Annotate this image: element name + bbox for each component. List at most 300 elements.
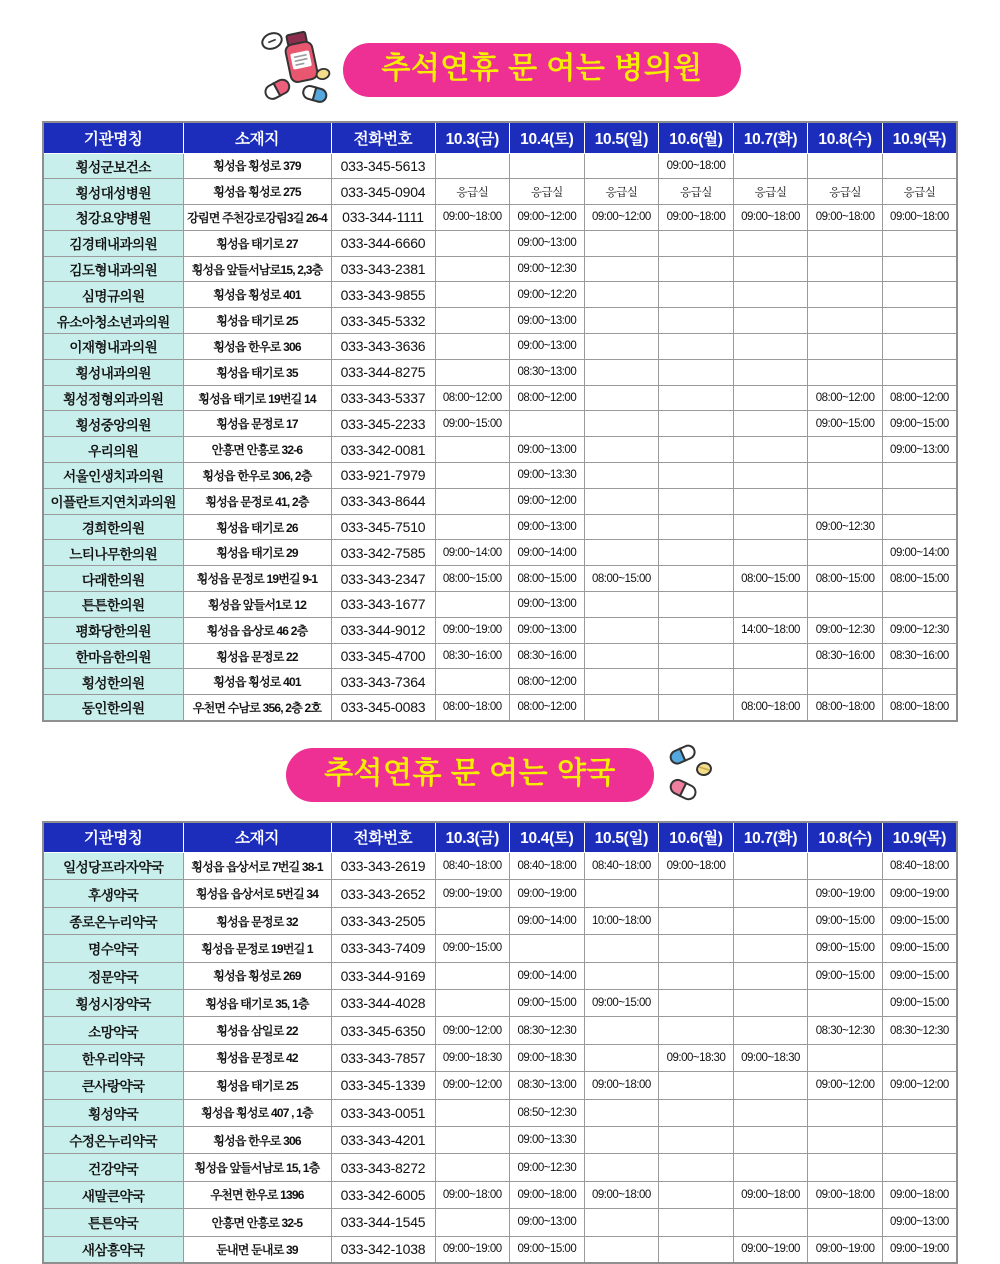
org-name-cell: 다래한의원 [43, 566, 183, 592]
hours-cell: 09:00~12:30 [510, 256, 585, 282]
hours-cell [584, 308, 659, 334]
hours-cell [659, 566, 734, 592]
hours-cell [733, 907, 808, 934]
phone-cell: 033-342-7585 [331, 540, 435, 566]
hours-cell: 09:00~14:00 [435, 540, 510, 566]
table-row [43, 592, 957, 618]
org-name-cell: 새말큰약국 [43, 1181, 183, 1208]
phone-cell: 033-345-5332 [331, 308, 435, 334]
hours-cell: 09:00~15:00 [510, 989, 585, 1016]
hours-cell: 08:00~15:00 [435, 566, 510, 592]
phone-cell: 033-342-1038 [331, 1236, 435, 1263]
hours-cell [584, 1044, 659, 1071]
address-cell: 안흥면 안흥로 32-6 [183, 437, 331, 463]
hours-cell [659, 256, 734, 282]
org-name-cell: 새삼흥약국 [43, 1236, 183, 1263]
hours-cell [584, 1209, 659, 1236]
org-name-cell: 한마음한의원 [43, 643, 183, 669]
hours-cell [435, 230, 510, 256]
hours-cell: 09:00~12:30 [808, 617, 883, 643]
hours-cell [808, 488, 883, 514]
hours-cell [659, 230, 734, 256]
hours-cell: 09:00~13:30 [510, 1126, 585, 1153]
phone-cell: 033-344-4028 [331, 989, 435, 1016]
hours-cell [733, 1072, 808, 1099]
table-row [43, 1126, 957, 1153]
hours-cell [659, 643, 734, 669]
hours-cell [435, 334, 510, 360]
hours-cell [510, 153, 585, 179]
hours-cell [659, 359, 734, 385]
org-name-cell: 이플란트지연치과의원 [43, 488, 183, 514]
hours-cell: 09:00~18:30 [435, 1044, 510, 1071]
pharmacy-banner-row [0, 742, 1000, 809]
hours-cell [808, 592, 883, 618]
hours-cell: 08:30~16:00 [435, 643, 510, 669]
hours-cell [659, 669, 734, 695]
address-cell: 횡성읍 읍상서로 5번길 34 [183, 880, 331, 907]
address-cell: 횡성읍 횡성로 407 , 1층 [183, 1099, 331, 1126]
hours-cell: 09:00~14:00 [510, 540, 585, 566]
hours-cell [435, 669, 510, 695]
hours-cell [882, 669, 957, 695]
address-cell: 횡성읍 태기로 35, 1층 [183, 989, 331, 1016]
org-name-cell: 횡성군보건소 [43, 153, 183, 179]
org-name-cell: 평화당한의원 [43, 617, 183, 643]
hours-cell: 09:00~19:00 [435, 617, 510, 643]
hours-cell: 09:00~12:30 [510, 1154, 585, 1181]
hours-cell: 09:00~14:00 [882, 540, 957, 566]
hours-cell [882, 230, 957, 256]
hours-cell: 09:00~12:00 [584, 205, 659, 231]
hours-cell: 09:00~12:20 [510, 282, 585, 308]
column-header: 기관명칭 [43, 822, 183, 853]
hours-cell: 09:00~18:30 [659, 1044, 734, 1071]
hours-cell: 08:00~12:00 [882, 385, 957, 411]
hours-cell: 09:00~18:00 [808, 205, 883, 231]
address-cell: 횡성읍 횡성로 275 [183, 179, 331, 205]
phone-cell: 033-343-7857 [331, 1044, 435, 1071]
hours-cell [733, 153, 808, 179]
phone-cell: 033-343-5337 [331, 385, 435, 411]
hours-cell: 09:00~13:00 [510, 334, 585, 360]
table-row [43, 643, 957, 669]
hours-cell [882, 1126, 957, 1153]
org-name-cell: 동인한의원 [43, 695, 183, 721]
hours-cell: 09:00~18:00 [659, 853, 734, 880]
hours-cell: 09:00~18:00 [659, 153, 734, 179]
table-row [43, 695, 957, 721]
hours-cell [435, 153, 510, 179]
hospital-title: 추석연휴 문 여는 병의원 [381, 51, 703, 85]
org-name-cell: 김경태내과의원 [43, 230, 183, 256]
hours-cell [733, 385, 808, 411]
column-header: 소재지 [183, 822, 331, 853]
table-row [43, 334, 957, 360]
column-header: 10.5(일) [584, 822, 659, 853]
org-name-cell: 횡성약국 [43, 1099, 183, 1126]
column-header: 전화번호 [331, 822, 435, 853]
column-header: 10.9(목) [882, 822, 957, 853]
hours-cell [584, 1236, 659, 1263]
hours-cell: 09:00~12:00 [435, 1072, 510, 1099]
hours-cell [584, 359, 659, 385]
hours-cell [659, 282, 734, 308]
address-cell: 안흥면 안흥로 32-5 [183, 1209, 331, 1236]
hours-cell [882, 1154, 957, 1181]
hours-cell: 09:00~15:00 [510, 1236, 585, 1263]
hours-cell [808, 437, 883, 463]
hours-cell [808, 153, 883, 179]
hours-cell: 08:00~12:00 [510, 695, 585, 721]
hours-cell [659, 514, 734, 540]
table-row [43, 230, 957, 256]
hours-cell [733, 880, 808, 907]
hours-cell [882, 153, 957, 179]
hours-cell [733, 1017, 808, 1044]
table-row [43, 669, 957, 695]
address-cell: 횡성읍 앞들서1로 12 [183, 592, 331, 618]
org-name-cell: 횡성정형외과의원 [43, 385, 183, 411]
phone-cell: 033-343-2381 [331, 256, 435, 282]
hours-cell: 09:00~18:00 [882, 1181, 957, 1208]
address-cell: 횡성읍 횡성로 401 [183, 669, 331, 695]
table-row [43, 907, 957, 934]
hours-cell: 09:00~18:00 [733, 1181, 808, 1208]
hours-cell: 09:00~13:00 [510, 437, 585, 463]
org-name-cell: 건강약국 [43, 1154, 183, 1181]
hours-cell: 09:00~14:00 [510, 907, 585, 934]
hours-cell [733, 853, 808, 880]
org-name-cell: 일성당프라자약국 [43, 853, 183, 880]
hours-cell: 08:30~13:00 [510, 359, 585, 385]
hours-cell [808, 334, 883, 360]
phone-cell: 033-345-0083 [331, 695, 435, 721]
hours-cell [882, 256, 957, 282]
hours-cell [584, 463, 659, 489]
hours-cell [733, 935, 808, 962]
hours-cell [435, 463, 510, 489]
hours-cell [659, 695, 734, 721]
column-header: 10.6(월) [659, 822, 734, 853]
hours-cell [659, 1099, 734, 1126]
hours-cell: 08:00~15:00 [510, 566, 585, 592]
hours-cell [659, 989, 734, 1016]
hours-cell [733, 643, 808, 669]
hours-cell [882, 334, 957, 360]
hours-cell: 09:00~18:00 [435, 1181, 510, 1208]
hours-cell [733, 514, 808, 540]
hours-cell: 응급실 [659, 179, 734, 205]
table-row [43, 308, 957, 334]
table-row [43, 1209, 957, 1236]
phone-cell: 033-345-1339 [331, 1072, 435, 1099]
hours-cell: 08:50~12:30 [510, 1099, 585, 1126]
phone-cell: 033-345-0904 [331, 179, 435, 205]
column-header: 10.5(일) [584, 122, 659, 153]
hours-cell: 08:00~15:00 [882, 566, 957, 592]
table-row [43, 1044, 957, 1071]
phone-cell: 033-343-2505 [331, 907, 435, 934]
phone-cell: 033-344-6660 [331, 230, 435, 256]
hours-cell [733, 488, 808, 514]
hours-cell [808, 1044, 883, 1071]
table-row [43, 411, 957, 437]
org-name-cell: 느티나무한의원 [43, 540, 183, 566]
hours-cell [584, 1126, 659, 1153]
address-cell: 우천면 수남로 356, 2층 2호 [183, 695, 331, 721]
hours-cell: 09:00~13:00 [882, 1209, 957, 1236]
address-cell: 횡성읍 앞들서남로 15, 1층 [183, 1154, 331, 1181]
table-row [43, 617, 957, 643]
table-row [43, 205, 957, 231]
hours-cell [733, 437, 808, 463]
hours-cell [733, 282, 808, 308]
org-name-cell: 한우리약국 [43, 1044, 183, 1071]
hours-cell: 08:00~15:00 [733, 566, 808, 592]
address-cell: 횡성읍 삼일로 22 [183, 1017, 331, 1044]
org-name-cell: 횡성한의원 [43, 669, 183, 695]
hours-cell: 09:00~18:00 [584, 1181, 659, 1208]
hours-cell [808, 989, 883, 1016]
org-name-cell: 횡성내과의원 [43, 359, 183, 385]
hours-cell [882, 463, 957, 489]
table-row [43, 514, 957, 540]
pharmacy-title-banner [286, 748, 654, 802]
hours-cell: 08:40~18:00 [435, 853, 510, 880]
column-header: 10.7(화) [733, 822, 808, 853]
address-cell: 횡성읍 문정로 32 [183, 907, 331, 934]
address-cell: 횡성읍 앞들서남로15, 2,3층 [183, 256, 331, 282]
hours-cell [584, 1154, 659, 1181]
table-row [43, 540, 957, 566]
table-row [43, 282, 957, 308]
hours-cell [733, 962, 808, 989]
hours-cell [435, 1154, 510, 1181]
phone-cell: 033-343-2347 [331, 566, 435, 592]
phone-cell: 033-343-8272 [331, 1154, 435, 1181]
address-cell: 횡성읍 한우로 306, 2층 [183, 463, 331, 489]
hours-cell: 응급실 [510, 179, 585, 205]
address-cell: 횡성읍 문정로 17 [183, 411, 331, 437]
hours-cell [882, 592, 957, 618]
hours-cell: 09:00~12:00 [808, 1072, 883, 1099]
hours-cell [435, 1209, 510, 1236]
org-name-cell: 횡성시장약국 [43, 989, 183, 1016]
table-row [43, 437, 957, 463]
address-cell: 횡성읍 태기로 27 [183, 230, 331, 256]
org-name-cell: 우리의원 [43, 437, 183, 463]
hours-cell [659, 617, 734, 643]
phone-cell: 033-343-8644 [331, 488, 435, 514]
hours-cell: 09:00~19:00 [882, 880, 957, 907]
phone-cell: 033-343-1677 [331, 592, 435, 618]
hours-cell [435, 907, 510, 934]
column-header: 10.3(금) [435, 122, 510, 153]
hours-cell [584, 282, 659, 308]
table-row [43, 1181, 957, 1208]
table-row [43, 1017, 957, 1044]
hospital-title-banner [343, 43, 740, 97]
hours-cell [733, 1209, 808, 1236]
table-row [43, 488, 957, 514]
hours-cell: 09:00~12:00 [435, 1017, 510, 1044]
org-name-cell: 청강요양병원 [43, 205, 183, 231]
hours-cell [659, 1209, 734, 1236]
hours-cell: 응급실 [435, 179, 510, 205]
hours-cell: 08:30~16:00 [510, 643, 585, 669]
hours-cell: 09:00~12:00 [510, 488, 585, 514]
hours-cell [733, 359, 808, 385]
hours-cell: 08:00~12:00 [510, 669, 585, 695]
hours-cell [659, 1072, 734, 1099]
hours-cell: 08:00~12:00 [435, 385, 510, 411]
address-cell: 횡성읍 문정로 22 [183, 643, 331, 669]
table-row [43, 1072, 957, 1099]
hours-cell [435, 514, 510, 540]
hours-cell: 09:00~15:00 [808, 935, 883, 962]
hours-cell: 09:00~18:00 [808, 1181, 883, 1208]
hours-cell [659, 1236, 734, 1263]
org-name-cell: 후생약국 [43, 880, 183, 907]
hours-cell [808, 1126, 883, 1153]
hours-cell: 09:00~19:00 [733, 1236, 808, 1263]
hours-cell: 09:00~13:00 [510, 617, 585, 643]
hours-cell [584, 488, 659, 514]
address-cell: 횡성읍 태기로 25 [183, 308, 331, 334]
hours-cell [584, 437, 659, 463]
hours-cell: 09:00~18:00 [733, 205, 808, 231]
org-name-cell: 서울인생치과의원 [43, 463, 183, 489]
hours-cell [733, 540, 808, 566]
hours-cell [733, 592, 808, 618]
org-name-cell: 횡성대성병원 [43, 179, 183, 205]
phone-cell: 033-343-3636 [331, 334, 435, 360]
hours-cell: 응급실 [733, 179, 808, 205]
hours-cell [659, 935, 734, 962]
hours-cell: 08:30~16:00 [882, 643, 957, 669]
hours-cell [659, 463, 734, 489]
address-cell: 횡성읍 한우로 306 [183, 334, 331, 360]
table-row [43, 359, 957, 385]
org-name-cell: 심명규의원 [43, 282, 183, 308]
hours-cell [659, 880, 734, 907]
hours-cell: 09:00~18:30 [733, 1044, 808, 1071]
column-header: 10.4(토) [510, 122, 585, 153]
org-name-cell: 김도형내과의원 [43, 256, 183, 282]
medicine-bottle-icon [259, 28, 335, 111]
hours-cell [808, 308, 883, 334]
hours-cell: 08:00~18:00 [435, 695, 510, 721]
address-cell: 횡성읍 읍상로 46 2층 [183, 617, 331, 643]
hours-cell [733, 230, 808, 256]
hours-cell: 08:00~18:00 [733, 695, 808, 721]
hours-cell: 08:30~12:30 [882, 1017, 957, 1044]
hours-cell [584, 1017, 659, 1044]
hours-cell [808, 1154, 883, 1181]
hours-cell: 09:00~13:00 [510, 308, 585, 334]
hospital-banner-row [0, 0, 1000, 111]
hours-cell: 09:00~18:30 [510, 1044, 585, 1071]
phone-cell: 033-921-7979 [331, 463, 435, 489]
phone-cell: 033-344-8275 [331, 359, 435, 385]
hours-cell: 08:30~12:30 [808, 1017, 883, 1044]
table-row [43, 256, 957, 282]
address-cell: 횡성읍 횡성로 401 [183, 282, 331, 308]
phone-cell: 033-342-6005 [331, 1181, 435, 1208]
hours-cell: 09:00~15:00 [435, 935, 510, 962]
hours-cell: 09:00~15:00 [584, 989, 659, 1016]
hours-cell [882, 282, 957, 308]
address-cell: 횡성읍 한우로 306 [183, 1126, 331, 1153]
phone-cell: 033-345-6350 [331, 1017, 435, 1044]
hours-cell: 09:00~15:00 [882, 935, 957, 962]
address-cell: 횡성읍 읍상서로 7번길 38-1 [183, 853, 331, 880]
hours-cell [584, 617, 659, 643]
hours-cell: 09:00~15:00 [882, 989, 957, 1016]
hours-cell [584, 880, 659, 907]
hours-cell: 08:00~18:00 [808, 695, 883, 721]
table-row [43, 935, 957, 962]
address-cell: 횡성읍 태기로 19번길 14 [183, 385, 331, 411]
hours-cell [435, 359, 510, 385]
hours-cell: 09:00~18:00 [882, 205, 957, 231]
hours-cell [584, 334, 659, 360]
hours-cell [584, 1099, 659, 1126]
hours-cell: 09:00~13:00 [510, 514, 585, 540]
hours-cell [435, 308, 510, 334]
table-row [43, 1154, 957, 1181]
hours-cell: 응급실 [808, 179, 883, 205]
hours-cell [808, 540, 883, 566]
phone-cell: 033-344-9012 [331, 617, 435, 643]
hours-cell [882, 359, 957, 385]
hours-cell [659, 540, 734, 566]
address-cell: 우천면 한우로 1396 [183, 1181, 331, 1208]
hours-cell: 09:00~19:00 [882, 1236, 957, 1263]
column-header: 10.3(금) [435, 822, 510, 853]
hours-cell [659, 385, 734, 411]
hours-cell: 10:00~18:00 [584, 907, 659, 934]
hours-cell [659, 308, 734, 334]
hours-cell [584, 962, 659, 989]
hours-cell: 09:00~15:00 [808, 411, 883, 437]
hours-cell [659, 411, 734, 437]
pharmacy-header-row [43, 822, 957, 853]
pills-icon [662, 742, 714, 809]
address-cell: 횡성읍 문정로 41, 2층 [183, 488, 331, 514]
org-name-cell: 종로온누리약국 [43, 907, 183, 934]
hours-cell: 09:00~15:00 [882, 907, 957, 934]
org-name-cell: 경희한의원 [43, 514, 183, 540]
phone-cell: 033-344-1545 [331, 1209, 435, 1236]
hours-cell [584, 256, 659, 282]
column-header: 10.8(수) [808, 122, 883, 153]
column-header: 전화번호 [331, 122, 435, 153]
hours-cell: 09:00~19:00 [435, 880, 510, 907]
address-cell: 횡성읍 횡성로 379 [183, 153, 331, 179]
hours-cell: 08:00~18:00 [882, 695, 957, 721]
address-cell: 횡성읍 횡성로 269 [183, 962, 331, 989]
hours-cell [510, 935, 585, 962]
hours-cell [733, 334, 808, 360]
hours-cell [808, 853, 883, 880]
hours-cell: 응급실 [584, 179, 659, 205]
hours-cell [584, 695, 659, 721]
hours-cell [733, 256, 808, 282]
hours-cell [510, 411, 585, 437]
address-cell: 횡성읍 문정로 19번길 9-1 [183, 566, 331, 592]
